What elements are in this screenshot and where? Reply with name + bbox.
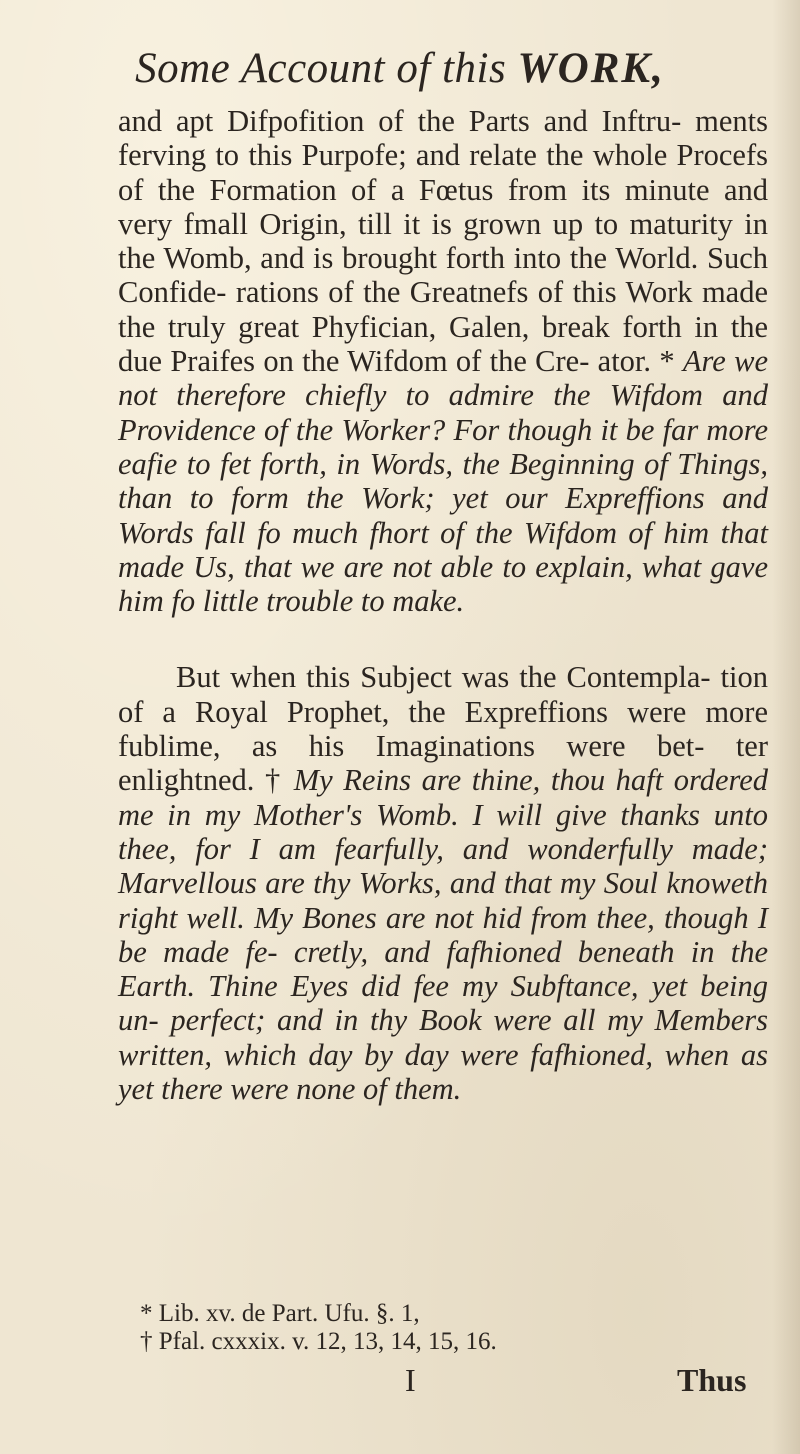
paragraph-2-roman: But when this Subject was the Contempla- tion of a Royal Prophet, the Expreffions were more fublime, as his Imaginations were bet- ter enlightned. † xyxy=(118,660,768,798)
paragraph-2-quotation: My Reins are thine, thou haft ordered me in my Mother's Womb. I will give thanks unto thee, for I am fearfully, and wonderfully made; Marvellous are thy Works, and that my Soul knoweth right well. My Bones are not hid from thee, though I be made fe- cretly, and fafhioned beneath in the Earth. Thine Eyes did fee my Subftance, yet being un- perfect; and in thy Book were all my Members written, which day by day were fafhioned, when as yet there were none of them. xyxy=(118,763,769,1107)
paragraph-1 xyxy=(118,104,768,618)
body-text xyxy=(118,104,768,1106)
page-footer xyxy=(0,1362,800,1406)
paragraph-2 xyxy=(118,660,768,1106)
page-edge-shadow xyxy=(772,0,800,1454)
running-header-text: Some Account of this xyxy=(135,45,518,92)
running-header xyxy=(0,44,800,93)
footnote-psalm: † Pfal. cxxxix. v. 12, 13, 14, 15, 16. xyxy=(140,1328,497,1355)
running-header-caps: WORK, xyxy=(517,45,665,92)
signature-mark: I xyxy=(405,1362,416,1398)
footnotes xyxy=(140,1300,740,1356)
paragraph-1-roman: and apt Difpofition of the Parts and Inftru- ments ferving to this Purpofe; and relate the whole Procefs of the Formation of a Fœtus from its minute and very fmall Origin, till it is grown up to maturity in the Womb, and is brought forth into the World. Such Confide- rations of the Greatnefs of this Work made the truly great Phyfician, Galen, break forth in the due Praifes on the Wifdom of the Cre- ator. * xyxy=(118,104,768,379)
paragraph-1-quotation: Are we not therefore chiefly to admire the Wifdom and Providence of the Worker? For though it be far more eafie to fet forth, in Words, the Beginning of Things, than to form the Work; yet our Expreffions and Words fall fo much fhort of the Wifdom of him that made Us, that we are not able to explain, what gave him fo little trouble to make. xyxy=(118,344,768,619)
footnote-galen: * Lib. xv. de Part. Ufu. §. 1, xyxy=(140,1300,420,1327)
catchword: Thus xyxy=(677,1362,747,1398)
